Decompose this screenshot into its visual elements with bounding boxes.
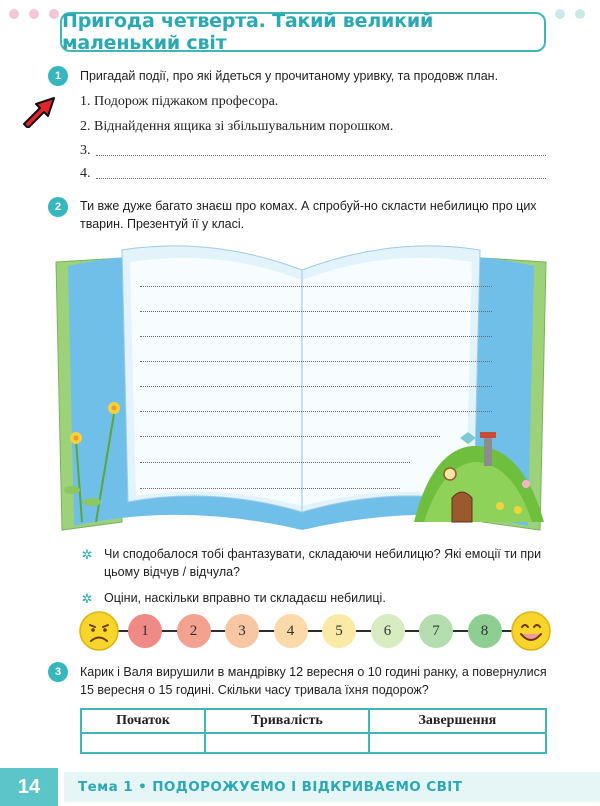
answer-line[interactable]	[96, 155, 546, 156]
task2-prompt-line2: тварин. Презентуй її у класі.	[80, 217, 245, 231]
rating-option-5[interactable]: 5	[322, 614, 356, 648]
rating-question: Оціни, наскільки вправно ти складаєш небилиці.	[104, 591, 386, 605]
sun-bullet-icon: ✲	[81, 547, 93, 562]
task3-prompt-line2: 15 вересня о 15 годині. Скільки часу тривала їхня подорож?	[80, 683, 429, 697]
rating-option-8[interactable]: 8	[468, 614, 502, 648]
rating-option-7[interactable]: 7	[419, 614, 453, 648]
plan-item-3: 3.	[80, 143, 91, 158]
book-answer-line[interactable]	[140, 411, 492, 412]
red-arrow-icon	[20, 94, 58, 128]
footer-topic: Тема 1 • ПОДОРОЖУЄМО І ВІДКРИВАЄМО СВІТ	[78, 779, 463, 795]
rating-option-6[interactable]: 6	[371, 614, 405, 648]
happy-face-icon[interactable]	[510, 610, 552, 652]
answer-line[interactable]	[96, 178, 546, 179]
task-number-badge: 1	[48, 66, 68, 86]
book-answer-line[interactable]	[140, 361, 492, 362]
task1-prompt: Пригадай події, про які йдеться у прочитаному уривку, та продовж план.	[80, 69, 499, 83]
book-answer-line[interactable]	[140, 311, 492, 312]
book-answer-line[interactable]	[140, 386, 492, 387]
rating-option-3[interactable]: 3	[225, 614, 259, 648]
column-header-start: Початок	[81, 709, 205, 733]
book-answer-line[interactable]	[140, 462, 410, 463]
travel-time-table	[80, 708, 547, 754]
reflection-question-line2: цьому відчув / відчула?	[104, 565, 241, 579]
plan-item-4: 4.	[80, 166, 91, 181]
plan-item-2: 2. Віднайдення ящика зі збільшувальним порошком.	[80, 119, 394, 134]
answer-cell-duration[interactable]	[205, 733, 369, 753]
answer-cell-end[interactable]	[369, 733, 546, 753]
book-answer-line[interactable]	[140, 286, 492, 287]
column-header-duration: Тривалість	[205, 709, 369, 733]
task2-prompt-line1: Ти вже дуже багато знаєш про комах. А спробуй-но скласти небилицю про цих	[80, 199, 537, 213]
rating-option-4[interactable]: 4	[274, 614, 308, 648]
book-answer-line[interactable]	[140, 488, 400, 489]
sad-face-icon[interactable]	[78, 610, 120, 652]
page-title-bar	[60, 12, 546, 52]
task-number-badge: 3	[48, 662, 68, 682]
column-header-end: Завершення	[369, 709, 546, 733]
rating-option-2[interactable]: 2	[177, 614, 211, 648]
answer-cell-start[interactable]	[81, 733, 205, 753]
sun-bullet-icon: ✲	[81, 591, 93, 606]
page-number: 14	[0, 768, 58, 806]
task3-prompt-line1: Карик і Валя вирушили в мандрівку 12 вересня о 10 годині ранку, а повернулися	[80, 665, 547, 679]
book-answer-line[interactable]	[140, 436, 440, 437]
page-title: Пригода четверта. Такий великий маленький світ	[62, 10, 434, 54]
plan-item-1: 1. Подорож піджаком професора.	[80, 94, 279, 109]
task-number-badge: 2	[48, 197, 68, 217]
footer-topic-band	[64, 772, 600, 802]
reflection-question-line1: Чи сподобалося тобі фантазувати, складаючи небилицю? Які емоції ти при	[104, 547, 542, 561]
book-answer-line[interactable]	[140, 336, 492, 337]
rating-option-1[interactable]: 1	[128, 614, 162, 648]
